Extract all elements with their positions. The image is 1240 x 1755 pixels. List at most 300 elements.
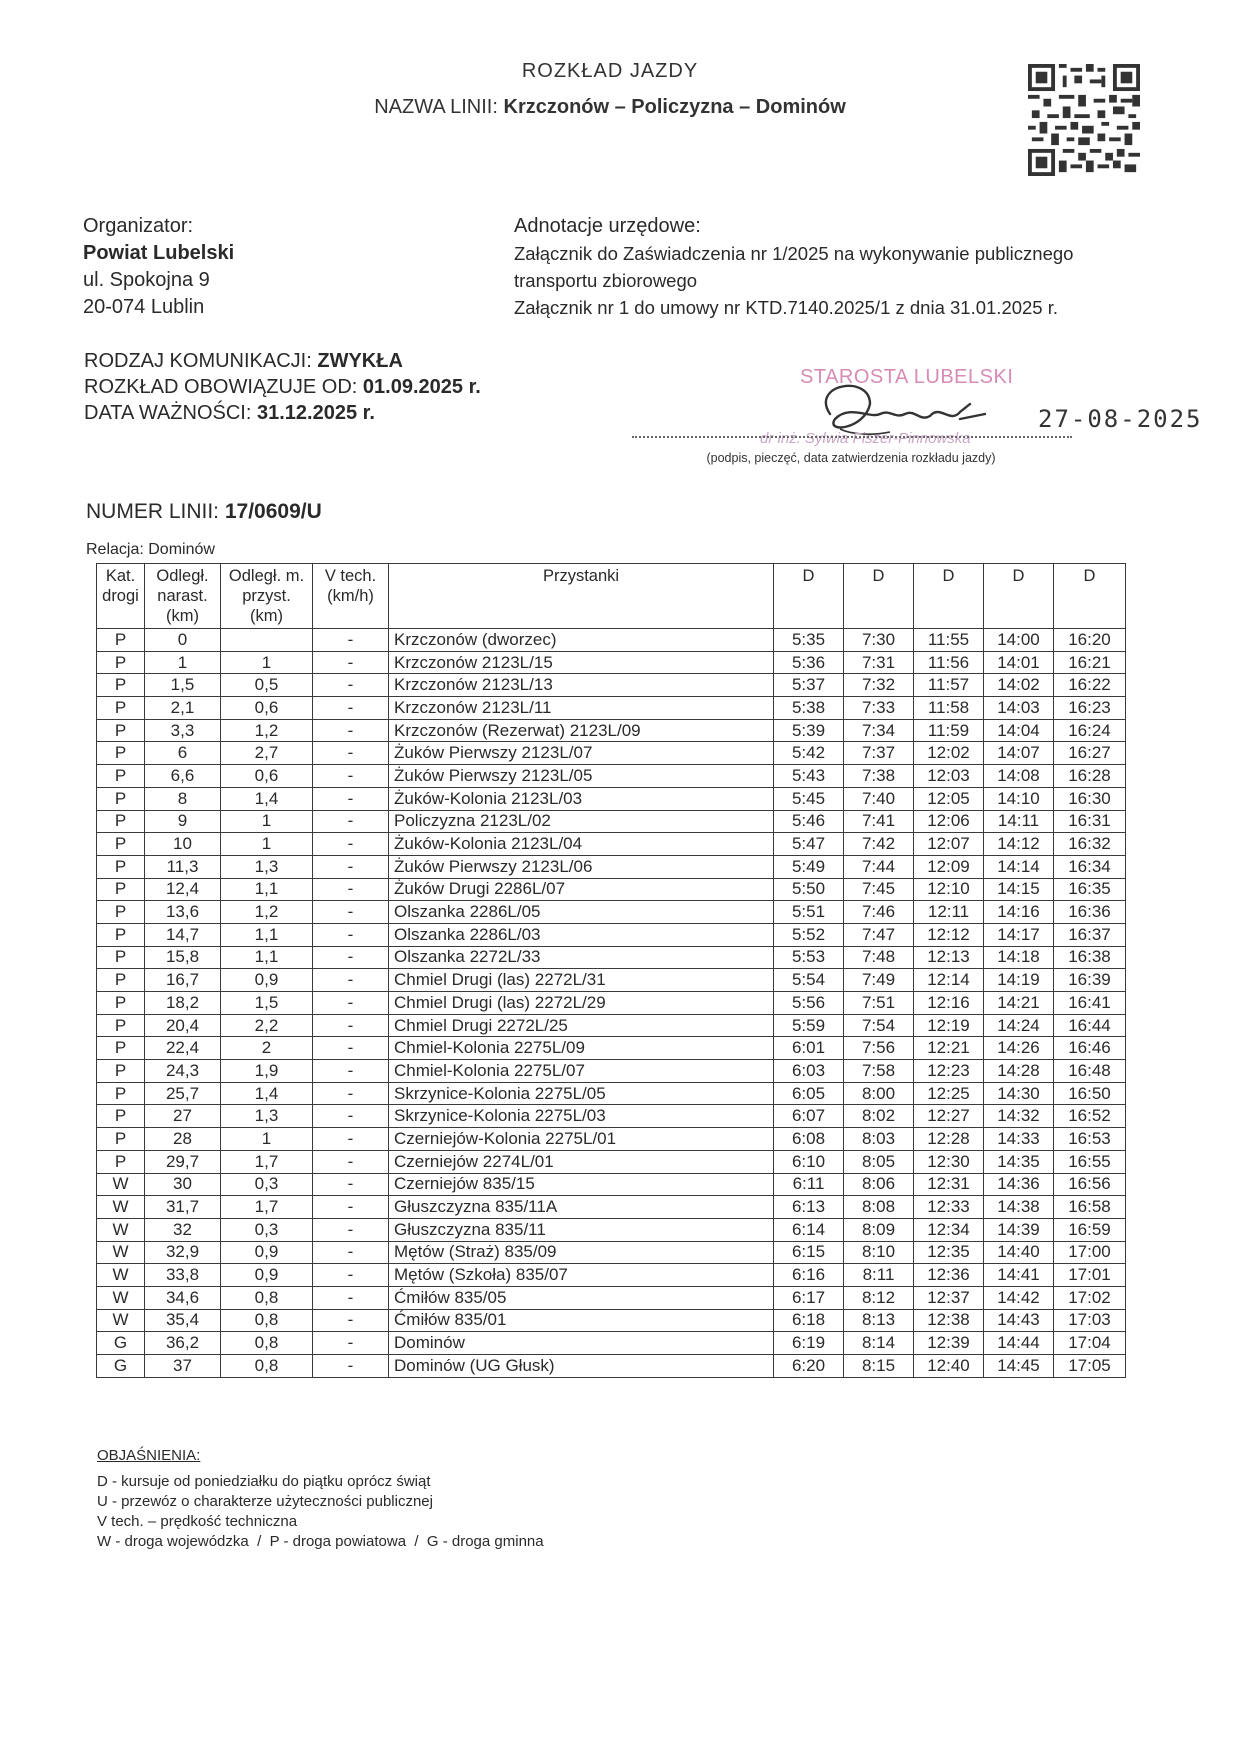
stop-name-cell: Żuków-Kolonia 2123L/04 [389, 833, 774, 856]
departure-time-cell: 17:02 [1054, 1286, 1126, 1309]
timetable-row [97, 969, 1126, 992]
cumulative-distance-cell: 32 [145, 1218, 221, 1241]
timetable-row [97, 878, 1126, 901]
departure-time-cell: 16:52 [1054, 1105, 1126, 1128]
departure-time-cell: 14:36 [984, 1173, 1054, 1196]
departure-time-cell: 12:12 [914, 923, 984, 946]
stop-name-cell: Skrzynice-Kolonia 2275L/03 [389, 1105, 774, 1128]
departure-time-cell: 12:31 [914, 1173, 984, 1196]
cumulative-distance-cell: 6,6 [145, 765, 221, 788]
tech-speed-cell: - [313, 674, 389, 697]
timetable [96, 563, 1126, 1378]
relation: Relacja: Dominów [86, 541, 215, 558]
stop-name-cell: Krzczonów (Rezerwat) 2123L/09 [389, 719, 774, 742]
departure-time-cell: 5:45 [774, 787, 844, 810]
departure-time-cell: 6:03 [774, 1060, 844, 1083]
stop-name-cell: Krzczonów 2123L/15 [389, 651, 774, 674]
departure-time-cell: 7:34 [844, 719, 914, 742]
stop-name-cell: Olszanka 2272L/33 [389, 946, 774, 969]
road-category-cell: G [97, 1332, 145, 1355]
departure-time-cell: 8:06 [844, 1173, 914, 1196]
departure-time-cell: 14:07 [984, 742, 1054, 765]
timetable-row [97, 810, 1126, 833]
road-category-cell: P [97, 901, 145, 924]
timetable-row [97, 1173, 1126, 1196]
document-title: ROZKŁAD JAZDY [521, 60, 699, 82]
stop-name-cell: Chmiel Drugi (las) 2272L/29 [389, 992, 774, 1015]
departure-time-cell: 12:38 [914, 1309, 984, 1332]
departure-time-cell: 7:44 [844, 855, 914, 878]
departure-time-cell: 14:12 [984, 833, 1054, 856]
cumulative-distance-cell: 2,1 [145, 697, 221, 720]
departure-time-cell: 17:00 [1054, 1241, 1126, 1264]
departure-time-cell: 12:34 [914, 1218, 984, 1241]
departure-time-cell: 17:05 [1054, 1355, 1126, 1378]
stop-distance-cell: 0,3 [221, 1173, 313, 1196]
timetable-row [97, 855, 1126, 878]
departure-time-cell: 16:59 [1054, 1218, 1126, 1241]
tech-speed-cell: - [313, 969, 389, 992]
road-category-cell: P [97, 651, 145, 674]
departure-time-cell: 16:34 [1054, 855, 1126, 878]
stop-name-cell: Mętów (Szkoła) 835/07 [389, 1264, 774, 1287]
cumulative-distance-cell: 30 [145, 1173, 221, 1196]
departure-time-cell: 16:23 [1054, 697, 1126, 720]
departure-time-cell: 14:26 [984, 1037, 1054, 1060]
tech-speed-cell: - [313, 1128, 389, 1151]
stop-name-cell: Olszanka 2286L/05 [389, 901, 774, 924]
stop-name-cell: Żuków Drugi 2286L/07 [389, 878, 774, 901]
tech-speed-cell: - [313, 742, 389, 765]
departure-time-cell: 12:35 [914, 1241, 984, 1264]
stop-name-cell: Chmiel Drugi (las) 2272L/31 [389, 969, 774, 992]
departure-time-cell: 16:50 [1054, 1082, 1126, 1105]
schedule-info [84, 348, 481, 426]
departure-time-cell: 14:10 [984, 787, 1054, 810]
departure-time-cell: 14:24 [984, 1014, 1054, 1037]
stop-distance-cell: 1,3 [221, 855, 313, 878]
timetable-row [97, 923, 1126, 946]
stop-name-cell: Żuków Pierwszy 2123L/06 [389, 855, 774, 878]
departure-time-cell: 14:32 [984, 1105, 1054, 1128]
departure-time-cell: 14:04 [984, 719, 1054, 742]
cumulative-distance-cell: 29,7 [145, 1150, 221, 1173]
stop-name-cell: Chmiel-Kolonia 2275L/09 [389, 1037, 774, 1060]
departure-time-cell: 12:21 [914, 1037, 984, 1060]
departure-time-cell: 8:02 [844, 1105, 914, 1128]
signature-line [632, 436, 1072, 438]
departure-time-cell: 7:31 [844, 651, 914, 674]
road-category-cell: G [97, 1355, 145, 1378]
stop-name-cell: Głuszczyzna 835/11 [389, 1218, 774, 1241]
cumulative-distance-cell: 11,3 [145, 855, 221, 878]
departure-time-cell: 12:13 [914, 946, 984, 969]
departure-time-cell: 12:28 [914, 1128, 984, 1151]
departure-time-cell: 6:11 [774, 1173, 844, 1196]
departure-time-cell: 14:08 [984, 765, 1054, 788]
departure-time-cell: 7:46 [844, 901, 914, 924]
timetable-row [97, 674, 1126, 697]
departure-time-cell: 12:09 [914, 855, 984, 878]
departure-time-cell: 14:14 [984, 855, 1054, 878]
cumulative-distance-cell: 1,5 [145, 674, 221, 697]
departure-time-cell: 6:08 [774, 1128, 844, 1151]
departure-time-cell: 14:17 [984, 923, 1054, 946]
stop-distance-cell: 1,7 [221, 1150, 313, 1173]
departure-time-cell: 7:56 [844, 1037, 914, 1060]
tech-speed-cell: - [313, 1309, 389, 1332]
tech-speed-cell: - [313, 1355, 389, 1378]
departure-time-cell: 5:51 [774, 901, 844, 924]
stop-distance-cell: 0,8 [221, 1355, 313, 1378]
departure-time-cell: 8:13 [844, 1309, 914, 1332]
departure-time-cell: 7:47 [844, 923, 914, 946]
tech-speed-cell: - [313, 1196, 389, 1219]
organizer-block [83, 213, 234, 321]
header-d: D [914, 564, 984, 629]
signature-caption: (podpis, pieczęć, data zatwierdzenia rozkładu jazdy) [706, 451, 996, 465]
departure-time-cell: 14:39 [984, 1218, 1054, 1241]
road-category-cell: P [97, 1014, 145, 1037]
stop-distance-cell: 0,9 [221, 969, 313, 992]
departure-time-cell: 12:25 [914, 1082, 984, 1105]
road-category-cell: P [97, 923, 145, 946]
departure-time-cell: 7:42 [844, 833, 914, 856]
departure-time-cell: 11:56 [914, 651, 984, 674]
road-category-cell: P [97, 833, 145, 856]
stop-distance-cell: 1,4 [221, 787, 313, 810]
departure-time-cell: 6:16 [774, 1264, 844, 1287]
departure-time-cell: 8:03 [844, 1128, 914, 1151]
expiry-value: 31.12.2025 r. [256, 402, 375, 424]
departure-time-cell: 12:23 [914, 1060, 984, 1083]
cumulative-distance-cell: 9 [145, 810, 221, 833]
header-d: D [774, 564, 844, 629]
stop-name-cell: Dominów (UG Głusk) [389, 1355, 774, 1378]
departure-time-cell: 16:41 [1054, 992, 1126, 1015]
stop-distance-cell: 1 [221, 651, 313, 674]
road-category-cell: W [97, 1309, 145, 1332]
stop-name-cell: Ćmiłów 835/01 [389, 1309, 774, 1332]
stop-name-cell: Krzczonów 2123L/11 [389, 697, 774, 720]
header-d: D [844, 564, 914, 629]
stop-name-cell: Czerniejów 2274L/01 [389, 1150, 774, 1173]
departure-time-cell: 14:16 [984, 901, 1054, 924]
line-name-value: Krzczonów – Policzyzna – Dominów [503, 96, 846, 118]
stop-name-cell: Dominów [389, 1332, 774, 1355]
departure-time-cell: 14:35 [984, 1150, 1054, 1173]
stop-distance-cell: 1,2 [221, 719, 313, 742]
tech-speed-cell: - [313, 946, 389, 969]
timetable-row [97, 901, 1126, 924]
departure-time-cell: 7:45 [844, 878, 914, 901]
approval-date: 27-08-2025 [1038, 405, 1203, 433]
stop-distance-cell: 0,9 [221, 1264, 313, 1287]
cumulative-distance-cell: 31,7 [145, 1196, 221, 1219]
tech-speed-cell: - [313, 1037, 389, 1060]
road-category-cell: P [97, 1105, 145, 1128]
road-category-cell: P [97, 810, 145, 833]
line-number-value: 17/0609/U [224, 500, 322, 523]
departure-time-cell: 8:05 [844, 1150, 914, 1173]
tech-speed-cell: - [313, 787, 389, 810]
road-category-cell: P [97, 969, 145, 992]
cumulative-distance-cell: 12,4 [145, 878, 221, 901]
road-category-cell: P [97, 719, 145, 742]
departure-time-cell: 14:19 [984, 969, 1054, 992]
road-category-cell: P [97, 1037, 145, 1060]
departure-time-cell: 14:41 [984, 1264, 1054, 1287]
departure-time-cell: 6:14 [774, 1218, 844, 1241]
timetable-row [97, 1218, 1126, 1241]
departure-time-cell: 5:39 [774, 719, 844, 742]
departure-time-cell: 14:43 [984, 1309, 1054, 1332]
expiry-label: DATA WAŻNOŚCI: [84, 402, 252, 424]
departure-time-cell: 14:45 [984, 1355, 1054, 1378]
stop-distance-cell: 0,6 [221, 765, 313, 788]
departure-time-cell: 16:58 [1054, 1196, 1126, 1219]
cumulative-distance-cell: 8 [145, 787, 221, 810]
timetable-row [97, 719, 1126, 742]
stop-name-cell: Krzczonów (dworzec) [389, 629, 774, 652]
stop-name-cell: Głuszczyzna 835/11A [389, 1196, 774, 1219]
departure-time-cell: 16:24 [1054, 719, 1126, 742]
explanation-item: V tech. – prędkość techniczna [97, 1513, 298, 1530]
road-category-cell: P [97, 992, 145, 1015]
road-category-cell: P [97, 1082, 145, 1105]
departure-time-cell: 5:52 [774, 923, 844, 946]
departure-time-cell: 6:13 [774, 1196, 844, 1219]
line-number-label: NUMER LINII: [86, 500, 220, 523]
stop-name-cell: Czerniejów 835/15 [389, 1173, 774, 1196]
departure-time-cell: 6:05 [774, 1082, 844, 1105]
tech-speed-cell: - [313, 1060, 389, 1083]
departure-time-cell: 6:17 [774, 1286, 844, 1309]
departure-time-cell: 11:55 [914, 629, 984, 652]
header-przyst: Odległ. m. przyst. (km) [221, 564, 313, 629]
road-category-cell: W [97, 1241, 145, 1264]
cumulative-distance-cell: 35,4 [145, 1309, 221, 1332]
stop-name-cell: Mętów (Straż) 835/09 [389, 1241, 774, 1264]
stop-distance-cell [221, 629, 313, 652]
departure-time-cell: 14:42 [984, 1286, 1054, 1309]
header-vtech: V tech. (km/h) [313, 564, 389, 629]
departure-time-cell: 5:35 [774, 629, 844, 652]
organizer-label: Organizator: [83, 215, 194, 237]
stop-distance-cell: 0,5 [221, 674, 313, 697]
tech-speed-cell: - [313, 878, 389, 901]
road-category-cell: W [97, 1286, 145, 1309]
annotations-block [514, 213, 1073, 321]
departure-time-cell: 12:05 [914, 787, 984, 810]
departure-time-cell: 16:56 [1054, 1173, 1126, 1196]
departure-time-cell: 7:33 [844, 697, 914, 720]
departure-time-cell: 12:07 [914, 833, 984, 856]
timetable-row [97, 629, 1126, 652]
departure-time-cell: 12:03 [914, 765, 984, 788]
stop-distance-cell: 0,9 [221, 1241, 313, 1264]
departure-time-cell: 12:37 [914, 1286, 984, 1309]
signatory-name: dr inż. Sylwia Fiszer-Pinnowska [760, 430, 971, 447]
timetable-row [97, 651, 1126, 674]
departure-time-cell: 12:16 [914, 992, 984, 1015]
tech-speed-cell: - [313, 810, 389, 833]
departure-time-cell: 7:58 [844, 1060, 914, 1083]
departure-time-cell: 14:01 [984, 651, 1054, 674]
departure-time-cell: 5:36 [774, 651, 844, 674]
departure-time-cell: 5:37 [774, 674, 844, 697]
tech-speed-cell: - [313, 697, 389, 720]
tech-speed-cell: - [313, 1014, 389, 1037]
stop-distance-cell: 2,2 [221, 1014, 313, 1037]
departure-time-cell: 7:51 [844, 992, 914, 1015]
road-category-cell: P [97, 765, 145, 788]
departure-time-cell: 14:28 [984, 1060, 1054, 1083]
annotations-line2: transportu zbiorowego [514, 270, 698, 291]
departure-time-cell: 11:59 [914, 719, 984, 742]
departure-time-cell: 12:36 [914, 1264, 984, 1287]
departure-time-cell: 12:40 [914, 1355, 984, 1378]
explanations [97, 1446, 544, 1552]
road-category-cell: W [97, 1218, 145, 1241]
departure-time-cell: 16:38 [1054, 946, 1126, 969]
cumulative-distance-cell: 37 [145, 1355, 221, 1378]
road-category-cell: P [97, 742, 145, 765]
departure-time-cell: 14:44 [984, 1332, 1054, 1355]
departure-time-cell: 17:03 [1054, 1309, 1126, 1332]
departure-time-cell: 14:21 [984, 992, 1054, 1015]
departure-time-cell: 16:48 [1054, 1060, 1126, 1083]
road-category-cell: P [97, 1128, 145, 1151]
stop-distance-cell: 1,3 [221, 1105, 313, 1128]
cumulative-distance-cell: 3,3 [145, 719, 221, 742]
departure-time-cell: 16:20 [1054, 629, 1126, 652]
stop-distance-cell: 1,4 [221, 1082, 313, 1105]
departure-time-cell: 14:00 [984, 629, 1054, 652]
departure-time-cell: 5:46 [774, 810, 844, 833]
stop-distance-cell: 1,7 [221, 1196, 313, 1219]
tech-speed-cell: - [313, 651, 389, 674]
departure-time-cell: 11:57 [914, 674, 984, 697]
timetable-row [97, 946, 1126, 969]
departure-time-cell: 8:12 [844, 1286, 914, 1309]
cumulative-distance-cell: 13,6 [145, 901, 221, 924]
departure-time-cell: 12:11 [914, 901, 984, 924]
tech-speed-cell: - [313, 1241, 389, 1264]
organizer-city: 20-074 Lublin [83, 296, 205, 318]
tech-speed-cell: - [313, 1264, 389, 1287]
organizer-street: ul. Spokojna 9 [83, 269, 210, 291]
tech-speed-cell: - [313, 1332, 389, 1355]
organizer-name: Powiat Lubelski [83, 242, 235, 264]
stop-distance-cell: 1,1 [221, 878, 313, 901]
annotations-label: Adnotacje urzędowe: [514, 215, 701, 237]
departure-time-cell: 16:53 [1054, 1128, 1126, 1151]
cumulative-distance-cell: 24,3 [145, 1060, 221, 1083]
departure-time-cell: 7:30 [844, 629, 914, 652]
departure-time-cell: 17:04 [1054, 1332, 1126, 1355]
departure-time-cell: 12:30 [914, 1150, 984, 1173]
timetable-body [97, 629, 1126, 1378]
departure-time-cell: 14:02 [984, 674, 1054, 697]
departure-time-cell: 7:37 [844, 742, 914, 765]
departure-time-cell: 12:19 [914, 1014, 984, 1037]
timetable-row [97, 765, 1126, 788]
departure-time-cell: 7:32 [844, 674, 914, 697]
departure-time-cell: 16:28 [1054, 765, 1126, 788]
qr-code [1028, 64, 1140, 176]
tech-speed-cell: - [313, 765, 389, 788]
cumulative-distance-cell: 33,8 [145, 1264, 221, 1287]
annotations-line3: Załącznik nr 1 do umowy nr KTD.7140.2025/1 z dnia 31.01.2025 r. [514, 297, 1059, 318]
departure-time-cell: 16:22 [1054, 674, 1126, 697]
departure-time-cell: 7:48 [844, 946, 914, 969]
stop-distance-cell: 1,2 [221, 901, 313, 924]
departure-time-cell: 8:11 [844, 1264, 914, 1287]
departure-time-cell: 5:49 [774, 855, 844, 878]
departure-time-cell: 16:55 [1054, 1150, 1126, 1173]
stop-distance-cell: 0,8 [221, 1332, 313, 1355]
line-name-label: NAZWA LINII: [374, 96, 498, 118]
official-stamp: STAROSTA LUBELSKI [800, 366, 1014, 388]
departure-time-cell: 6:07 [774, 1105, 844, 1128]
header-d: D [1054, 564, 1126, 629]
departure-time-cell: 16:21 [1054, 651, 1126, 674]
cumulative-distance-cell: 32,9 [145, 1241, 221, 1264]
departure-time-cell: 6:19 [774, 1332, 844, 1355]
road-category-cell: W [97, 1264, 145, 1287]
departure-time-cell: 7:40 [844, 787, 914, 810]
timetable-row [97, 1150, 1126, 1173]
timetable-row [97, 1014, 1126, 1037]
departure-time-cell: 8:14 [844, 1332, 914, 1355]
departure-time-cell: 8:09 [844, 1218, 914, 1241]
departure-time-cell: 7:38 [844, 765, 914, 788]
explanation-item: D - kursuje od poniedziałku do piątku oprócz świąt [97, 1473, 431, 1490]
departure-time-cell: 16:31 [1054, 810, 1126, 833]
timetable-row [97, 833, 1126, 856]
departure-time-cell: 16:36 [1054, 901, 1126, 924]
road-category-cell: P [97, 1060, 145, 1083]
stop-distance-cell: 2 [221, 1037, 313, 1060]
departure-time-cell: 11:58 [914, 697, 984, 720]
stop-distance-cell: 0,3 [221, 1218, 313, 1241]
timetable-header-row [97, 564, 1126, 629]
cumulative-distance-cell: 16,7 [145, 969, 221, 992]
stop-name-cell: Żuków Pierwszy 2123L/05 [389, 765, 774, 788]
rodzaj-value: ZWYKŁA [317, 350, 403, 372]
stop-name-cell: Żuków-Kolonia 2123L/03 [389, 787, 774, 810]
timetable-row [97, 1037, 1126, 1060]
departure-time-cell: 16:39 [1054, 969, 1126, 992]
departure-time-cell: 14:40 [984, 1241, 1054, 1264]
header-narast: Odległ. narast. (km) [145, 564, 221, 629]
tech-speed-cell: - [313, 901, 389, 924]
departure-time-cell: 5:43 [774, 765, 844, 788]
timetable-row [97, 697, 1126, 720]
departure-time-cell: 5:38 [774, 697, 844, 720]
departure-time-cell: 12:06 [914, 810, 984, 833]
departure-time-cell: 17:01 [1054, 1264, 1126, 1287]
departure-time-cell: 16:32 [1054, 833, 1126, 856]
valid-from-value: 01.09.2025 r. [362, 376, 481, 398]
departure-time-cell: 5:50 [774, 878, 844, 901]
timetable-row [97, 1286, 1126, 1309]
departure-time-cell: 7:49 [844, 969, 914, 992]
tech-speed-cell: - [313, 992, 389, 1015]
departure-time-cell: 16:46 [1054, 1037, 1126, 1060]
cumulative-distance-cell: 15,8 [145, 946, 221, 969]
